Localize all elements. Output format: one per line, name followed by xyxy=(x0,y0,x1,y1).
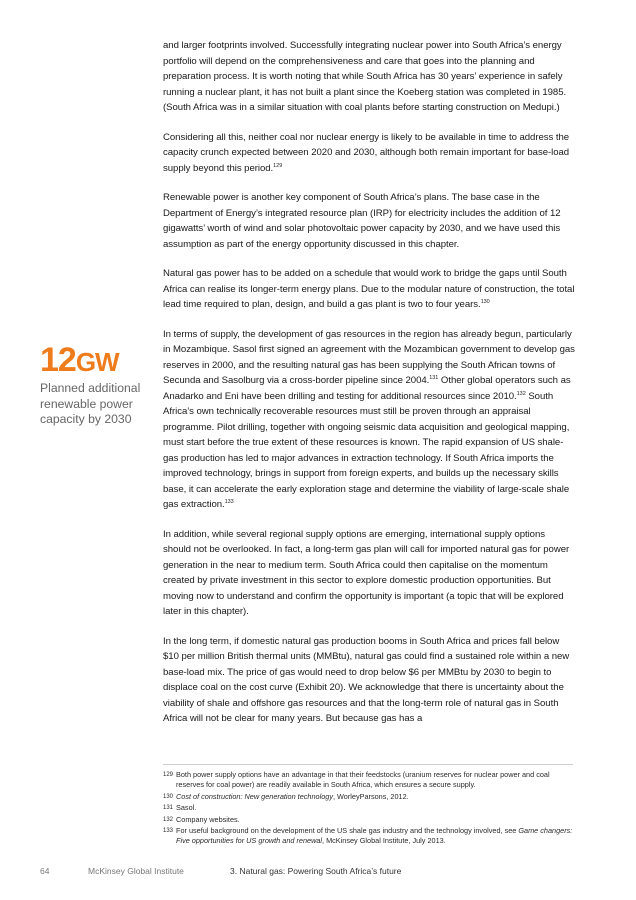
footnotes xyxy=(163,770,575,848)
callout-number: 12 xyxy=(40,341,76,379)
body-text xyxy=(163,38,575,741)
footnote-divider xyxy=(163,764,573,765)
paragraph-2: Considering all this, neither coal nor nuclear energy is likely to be available in time to address the capacity crunch expected between 2020 and 2030, although both remain important for base-load supply beyond this period.$^{129}$ xyxy=(163,131,570,174)
paragraph-3: Renewable power is another key component of South Africa’s plans. The base case in the Department of Energy’s integrated resource plan (IRP) for electricity includes the addition of 12 gigawatts’ worth of wind and solar photovoltaic power capacity by 2030, and we have used this assumption as part of the energy opportunity discussed in this chapter. xyxy=(163,192,561,250)
footnote-132: 132 Company websites. xyxy=(163,814,240,824)
footnote-ref[interactable]: 131 xyxy=(429,374,439,381)
sidebar-callout xyxy=(40,342,158,428)
footnote-130: 130 Cost of construction: New generation technology, WorleyParsons, 2012. xyxy=(163,791,409,801)
paragraph-7: In the long term, if domestic natural gas production booms in South Africa and prices fall below $10 per million British thermal units (MMBtu), natural gas could find a sustained role within a new base-load mix. The price of gas would need to drop below $6 per MMBtu by 2030 to begin to displace coal on the cost curve (Exhibit 20). We acknowledge that there is uncertainty about the viability of shale and offshore gas resources and that the long-term role of natural gas in South Africa will not be clear for many years. But because gas has a xyxy=(163,635,570,724)
callout-figure xyxy=(40,342,158,380)
callout-label: Planned additional renewable power capacity by 2030 xyxy=(40,381,141,426)
paragraph-1: and larger footprints involved. Successfully integrating nuclear power into South Africa’s energy portfolio will depend on the comprehensiveness and care that goes into the planning and preparation process. It is worth noting that while South Africa has 30 years’ experience in safely running a nuclear plant, it has not built a plant since the Koeberg station was completed in 1985. (South Africa was in a similar situation with coal plants before starting construction on Medupi.) xyxy=(163,40,567,113)
footnote-ref[interactable]: 130 xyxy=(480,298,490,305)
callout-unit: GW xyxy=(75,347,119,377)
footnote-ref[interactable]: 129 xyxy=(273,162,283,169)
footnote-133: 133 For useful background on the development of the US shale gas industry and the technology involved, see Game changers: Five opportunities for US growth and renewal, McKinsey Global Institute, July 2013. xyxy=(163,826,573,846)
paragraph-5: In terms of supply, the development of gas resources in the region has already begun, particularly in Mozambique. Sasol first signed an agreement with the Mozambican government to develop gas reserves in 2000, and the resulting natural gas has been supplying the South African towns of Secunda and Sasolburg via a cross-border pipeline since 2004.$^{131}$ Other global operators such as Anadarko and Eni have been drilling and testing for additional resources since 2010.$^{132}$ South Africa’s own technically recoverable resources must still be proven through an appraisal programme. Pilot drilling, together with ongoing seismic data acquisition and geological mapping, must start before the true extent of these resources is known. The rapid expansion of US shale-gas production has led to major advances in extraction technology. If South Africa imports the improved technology, brings in support from foreign experts, and builds up the necessary skills base, it can accelerate the early exploration stage and determine the viability of large-scale shale gas extraction.$^{133}$ xyxy=(163,328,575,510)
publisher-name: McKinsey Global Institute xyxy=(88,866,184,876)
chapter-title: 3. Natural gas: Powering South Africa’s future xyxy=(230,866,402,876)
footnote-ref[interactable]: 133 xyxy=(224,498,234,505)
page-number: 64 xyxy=(40,866,50,876)
footnote-131: 131 Sasol. xyxy=(163,803,197,813)
paragraph-4: Natural gas power has to be added on a schedule that would work to bridge the gaps until South Africa can realise its longer-term energy plans. Due to the modular nature of construction, the total lead time required to plan, design, and build a gas plant is two to four years.$^{130}$ xyxy=(163,268,575,310)
footnote-ref[interactable]: 132 xyxy=(516,390,526,397)
footnote-129: 129 Both power supply options have an advantage in that their feedstocks (uranium reserves for nuclear power and coal reserves for coal power) are readily available in South Africa, which ensures a secure supply. xyxy=(163,770,550,790)
paragraph-6: In addition, while several regional supply options are emerging, international supply options should not be overlooked. In fact, a long-term gas plan will call for imported natural gas for power generation in the near to medium term. South Africa could then capitalise on the momentum created by private investment in this sector to explore domestic production opportunities. But moving now to understand and confirm the opportunity is important (a topic that will be explored later in this chapter). xyxy=(163,528,570,617)
